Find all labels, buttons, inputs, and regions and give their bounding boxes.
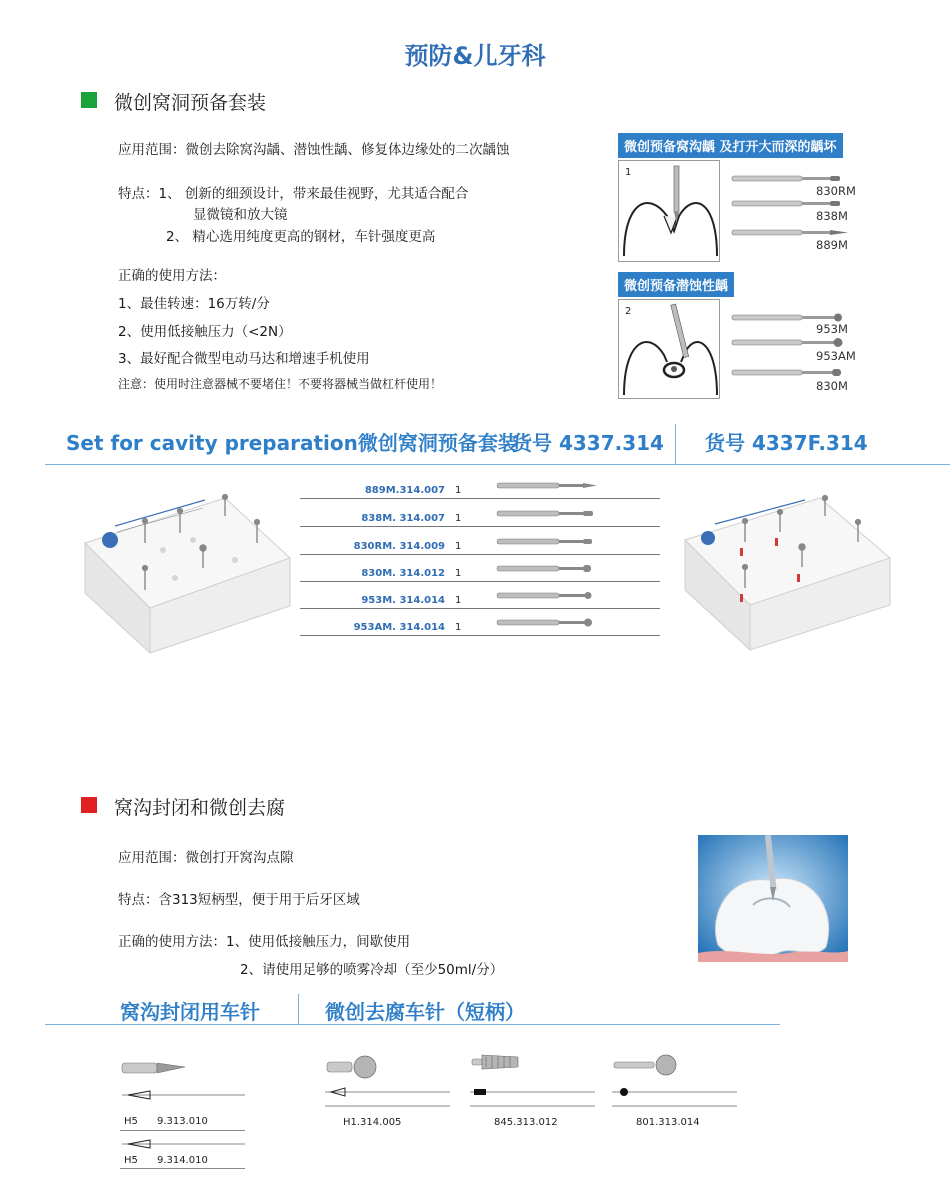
tooth-cavity-diagram-2 (619, 300, 719, 398)
bur-block-right-image (680, 490, 900, 660)
h5-b-name: H5 (124, 1155, 138, 1166)
h5-bur-b-drawing (120, 1132, 250, 1154)
section2-marker (81, 797, 97, 813)
set-bur-drawings (495, 474, 605, 644)
panel1-bur-label-2: 838M (816, 209, 848, 223)
set-row-divider (300, 635, 660, 636)
section1-heading: 微创窝洞预备套装 (114, 92, 267, 114)
set-row-divider (300, 526, 660, 527)
bur-block-right (680, 490, 900, 660)
section2-application: 应用范围：微创打开窝沟点隙 (118, 850, 294, 866)
bur-845-drawing (470, 1050, 600, 1110)
set-item-code: 953M. 314.014 (361, 595, 445, 606)
page-title: 预防&儿牙科 (404, 42, 546, 70)
panel1-illustration (618, 160, 720, 262)
panel2-bur-label-2: 953AM (816, 349, 856, 363)
set-header-divider (675, 424, 676, 464)
set-item-code: 830RM. 314.009 (353, 541, 445, 552)
set-header-right: 货号 4337F.314 (705, 431, 868, 455)
bottom-header-underline (45, 1024, 780, 1025)
section1-feature-1: 特点：1、 创新的细颈设计，带来最佳视野，尤其适合配合 (118, 186, 469, 202)
h5-b-code: 9.314.010 (157, 1155, 208, 1166)
usage-item-2: 2、使用低接触压力（<2N） (118, 324, 292, 340)
set-item-code: 838M. 314.007 (361, 513, 445, 524)
usage-item-1: 1、最佳转速：16万转/分 (118, 296, 270, 312)
caution-note: 注意：使用时注意器械不要堵住！不要将器械当做杠杆使用！ (118, 377, 443, 391)
bur-845-code: 845.313.012 (494, 1117, 558, 1128)
bottom-header-divider (298, 994, 299, 1024)
h5-a-name: H5 (124, 1116, 138, 1127)
row-divider (120, 1168, 245, 1169)
set-row-divider (300, 608, 660, 609)
h1-code: H1.314.005 (343, 1117, 402, 1128)
set-row-divider (300, 581, 660, 582)
bottom-header-left: 窝沟封闭用车针 (120, 1000, 260, 1024)
set-item-qty: 1 (455, 485, 462, 496)
section1-feature-2: 2、 精心选用纯度更高的钢材，车针强度更高 (166, 229, 436, 245)
section1-marker (81, 92, 97, 108)
panel2-illustration (618, 299, 720, 399)
panel2-number: 2 (625, 306, 632, 317)
bur-801-code: 801.313.014 (636, 1117, 700, 1128)
panel1-number: 1 (625, 167, 632, 178)
set-item-code: 953AM. 314.014 (353, 622, 445, 633)
panel1-bur-label-1: 830RM (816, 184, 856, 198)
bur-block-left (75, 488, 295, 658)
usage-item-3: 3、最好配合微型电动马达和增速手机使用 (118, 351, 370, 367)
set-header-middle: 货号 4337.314 (512, 431, 664, 455)
section2-features: 特点：含313短柄型，便于用于后牙区域 (118, 892, 360, 908)
section2-usage-2: 2、请使用足够的喷雾冷却（至少50ml/分） (240, 962, 504, 978)
section1-feature-1b: 显微镜和放大镜 (193, 207, 288, 223)
set-item-code: 830M. 314.012 (361, 568, 445, 579)
panel2-bur-label-3: 830M (816, 379, 848, 393)
set-item-code: 889M.314.007 (364, 485, 445, 496)
h5-bur-a-drawing (120, 1055, 250, 1105)
set-row-divider (300, 554, 660, 555)
panel1-bur-label-3: 889M (816, 238, 848, 252)
set-item-list (300, 474, 660, 644)
panel2-bur-label-1: 953M (816, 322, 848, 336)
bottom-header-right: 微创去腐车针（短柄） (325, 1000, 525, 1024)
panel1-title: 微创预备窝沟龋 及打开大而深的龋坏 (618, 133, 843, 158)
set-header-left: Set for cavity preparation微创窝洞预备套装 (66, 431, 518, 455)
bur-801-drawing (612, 1050, 742, 1110)
row-divider (120, 1130, 245, 1131)
section1-application: 应用范围：微创去除窝沟龋、潜蚀性龋、修复体边缘处的二次龋蚀 (118, 142, 510, 158)
set-item-qty: 1 (455, 595, 462, 606)
section2-usage-1: 正确的使用方法：1、使用低接触压力，间歇使用 (118, 934, 411, 950)
h5-a-code: 9.313.010 (157, 1116, 208, 1127)
set-row-divider (300, 498, 660, 499)
tooth-photo (698, 835, 848, 962)
bur-block-left-image (75, 488, 295, 658)
usage-title: 正确的使用方法： (118, 268, 226, 284)
h1-bur-drawing (325, 1050, 455, 1110)
tooth-photo-image (698, 835, 848, 962)
set-item-qty: 1 (455, 513, 462, 524)
set-item-qty: 1 (455, 568, 462, 579)
set-item-qty: 1 (455, 622, 462, 633)
set-header-underline (45, 464, 950, 465)
panel2-title: 微创预备潜蚀性龋 (618, 272, 734, 297)
set-item-qty: 1 (455, 541, 462, 552)
section2-heading: 窝沟封闭和微创去腐 (114, 797, 286, 819)
tooth-cavity-diagram-1 (619, 161, 719, 261)
